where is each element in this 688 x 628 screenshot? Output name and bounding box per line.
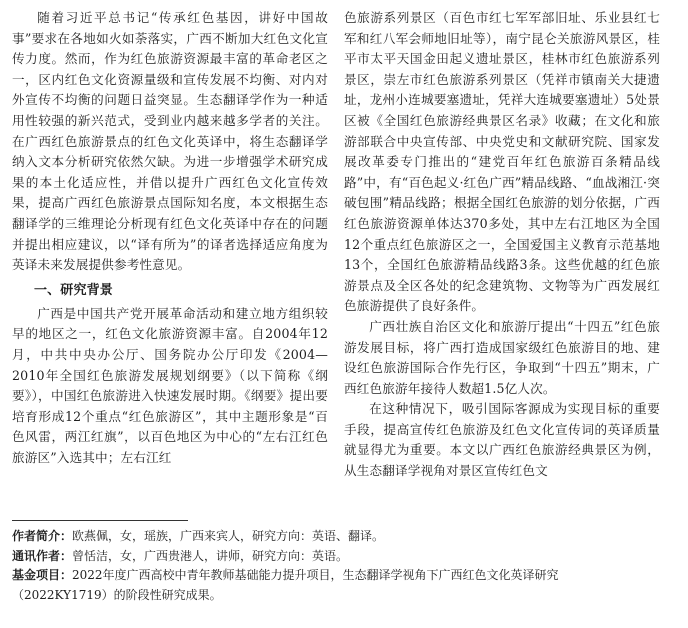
- corresponding-author-label: 通讯作者：: [12, 548, 73, 563]
- fund-label: 基金项目：: [12, 568, 73, 583]
- section-heading: 一、研究背景: [34, 282, 113, 298]
- corresponding-author-note: [12, 547, 676, 567]
- footnotes: [12, 527, 676, 605]
- right-column: [344, 8, 660, 482]
- intro-paragraph: 随着习近平总书记“传承红色基因，讲好中国故事”要求在各地如火如荼落实，广西不断加大红色文化宣传力度。然而，作为红色旅游资源最丰富的革命老区之一，区内红色文化资源量级和宣传发展不均衡、对内对外宣传不均衡的问题日益突显。生态翻译学作为一种适用性较强的新兴范式，受到业内越来越多学者的关注。在广西红色旅游景点的红色文化英译中，将生态翻译学纳入文本分析研究依然欠缺。为进一步增强学术研究成果的本土化适应性，并借以提升广西红色文化宣传效果，提高广西红色旅游景点国际知名度，本文根据生态翻译学的三维理论分析现有红色文化英译中存在的问题并提出相应建议，以“译有所为”的译者选择适应角度为英译未来发展提供参考性意见。: [12, 10, 328, 273]
- left-column: [12, 8, 328, 468]
- translation-importance-paragraph: 在这种情况下，吸引国际客源成为实现目标的重要手段，提高宣传红色旅游及红色文化宣传词的英译质量就显得尤为重要。本文以广西红色旅游经典景区为例，从生态翻译学视角对景区宣传红色文: [344, 401, 660, 479]
- corresponding-author-text: 曾恬洁，女，广西贵港人，讲师，研究方向：英语。: [72, 548, 349, 563]
- background-paragraph-continued: 色旅游系列景区（百色市红七军军部旧址、乐业县红七军和红八军会师地旧址等），南宁昆仑关旅游风景区，桂平市太平天国金田起义遗址景区，桂林市红色旅游系列景区，崇左市红色旅游系列景区（凭祥市镇南关大捷遗址，龙州小连城要塞遗址，凭祥大连城要塞遗址）5处景区被《全国红色旅游经典景区名录》收藏；在文化和旅游部联合中央宣传部、中央党史和文献研究院、国家发展改革委专门推出的“建党百年红色旅游百条精品线路”中，有“百色起义·红色广西”精品线路、“血战湘江·突破包围”精品线路；根据全国红色旅游的划分依据，广西红色旅游资源单体达370多处，其中左右江地区为全国12个重点红色旅游区之一，全国爱国主义教育示范基地13个，全国红色旅游精品线路3条。这些优越的红色旅游景点及全区各处的纪念建筑物、文物等为广西发展红色旅游提供了良好条件。: [344, 10, 660, 314]
- background-paragraph: 广西是中国共产党开展革命活动和建立地方组织较早的地区之一，红色文化旅游资源丰富。自2004年12月，中共中央办公厅、国务院办公厅印发《2004—2010年全国红色旅游发展规划纲要》（以下简称《纲要》），中国红色旅游进入快速发展时期。《纲要》提出要培育形成12个重点“红色旅游区”，其中主题形象是“百色风雷，两江红旗”，以百色地区为中心的“左右江红色旅游区”入选其中；左右江红: [12, 305, 328, 465]
- author-note: [12, 527, 676, 547]
- fund-note-continued: [12, 586, 676, 606]
- author-label: 作者简介：: [12, 529, 73, 543]
- fund-note: [12, 566, 676, 586]
- author-text: 欧燕佩，女，瑶族，广西来宾人，研究方向：英语、翻译。: [72, 529, 385, 543]
- fund-text: 2022年度广西高校中青年教师基础能力提升项目，生态翻译学视角下广西红色文化英译研究: [72, 568, 559, 583]
- development-goal-paragraph: 广西壮族自治区文化和旅游厅提出“十四五”红色旅游发展目标，将广西打造成国家级红色旅游目的地、建设红色旅游国际合作先行区，争取到“十四五”期末，广西红色旅游年接待人数超1.5亿人次。: [344, 318, 660, 396]
- footnote-divider: [12, 520, 188, 521]
- fund-text-continued: （2022KY1719）的阶段性研究成果。: [12, 587, 222, 602]
